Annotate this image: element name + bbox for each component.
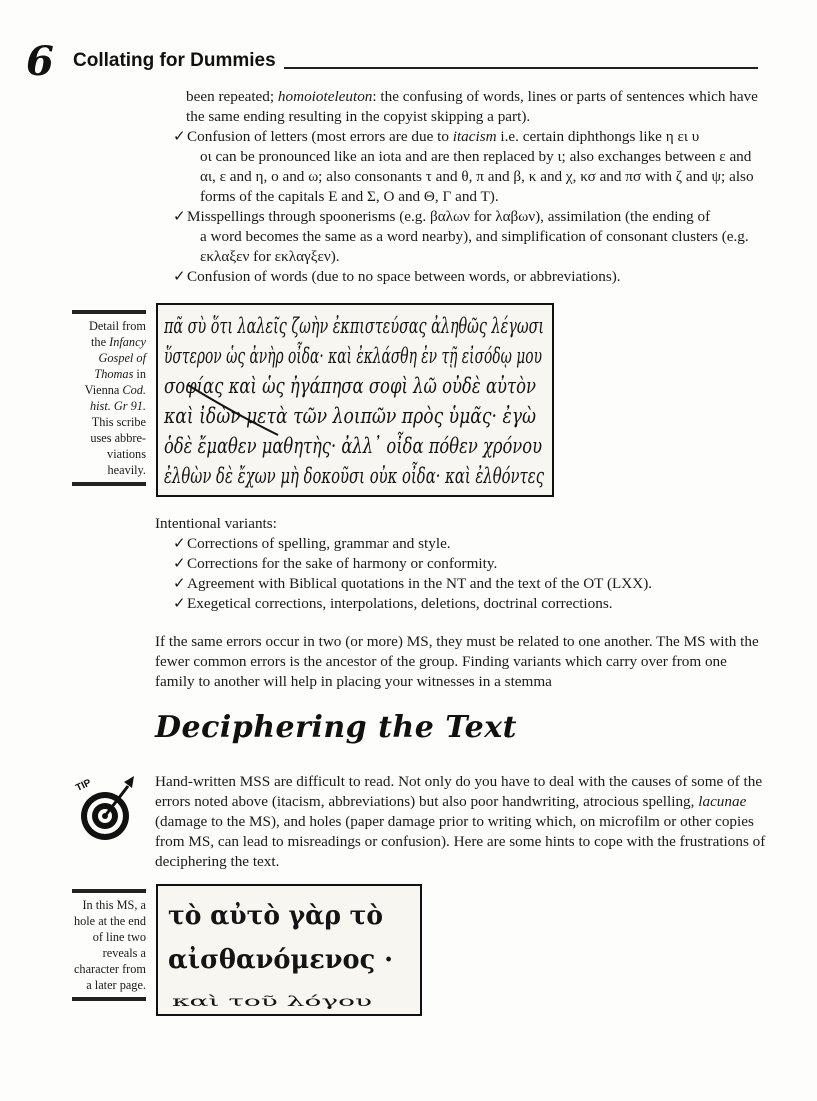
variants-heading: Intentional variants: [155, 515, 277, 532]
section-title: Deciphering the Text [155, 710, 517, 745]
check-icon: ✓ [173, 208, 186, 225]
intro-paragraph [186, 87, 766, 127]
ms-line: σοφίας καὶ ὡς ἠγάπησα σοφὶ λῶ οὐδὲ αὐτὸν [164, 374, 537, 398]
running-header [26, 38, 766, 86]
variants-list [173, 534, 763, 614]
item-term: itacism [452, 128, 497, 145]
list-item [173, 574, 763, 594]
stemma-paragraph: If the same errors occur in two (or more) MS, they must be related to one another. The MS with the fewer common errors is the ancestor of the group. Finding variants which carry over from one family to another will help in placing your witnesses in a stemma [155, 633, 759, 690]
item-text: Corrections of spelling, grammar and style. [187, 535, 451, 552]
item-text: Exegetical corrections, interpolations, deletions, doctrinal corrections. [187, 595, 613, 612]
caption-italic: Cod. hist. Gr 91. [89, 383, 146, 413]
error-list [173, 127, 766, 287]
intro-lead: been repeated; [186, 88, 278, 105]
hand-text: Hand-written MSS are difficult to read. Not only do you have to deal with the causes of some of the errors noted above (itacism, abbreviations) but also poor handwriting, atrocious spelling, [155, 773, 763, 810]
caption-italic: Infancy Gospel of Thomas [94, 335, 146, 381]
list-item [173, 554, 763, 574]
manuscript-image-infancy-gospel [156, 303, 739, 497]
item-continuation: a word becomes the same as a word nearby), and simplification of consonant clusters (e.g. εκλαξεν for εκλαγξεν). [200, 228, 749, 265]
ms-line: αἰσθανόμενος · [168, 945, 393, 975]
chapter-number: 6 [26, 38, 54, 85]
ms-line: καὶ ἰδὼν μετὰ τῶν λοιπῶν πρὸς ὑμᾶς· ἐγὼ [163, 404, 536, 428]
caption-text: Detail from the [88, 319, 146, 349]
hand-term: lacunae [698, 793, 747, 810]
intro-rest: : the confusing of words, lines or parts of sentences which have the same ending resulting in the copyist skipping a part). [186, 88, 758, 125]
manuscript-handwriting [158, 886, 420, 1014]
ms-line: καὶ τοῦ λόγου [172, 994, 272, 1010]
caption-text: in Vienna [84, 367, 146, 397]
check-icon: ✓ [173, 555, 186, 572]
manuscript-image-hole [156, 884, 422, 1016]
check-icon: ✓ [173, 535, 186, 552]
caption-hole: In this MS, a hole at the end of line two reveals a character from a later page. [72, 889, 146, 1001]
check-icon: ✓ [173, 268, 186, 285]
list-item [173, 207, 766, 267]
intro-term: homoioteleuton [277, 88, 373, 105]
item-text-b: i.e. certain diphthongs like η ει υ [496, 128, 700, 145]
list-item [173, 534, 763, 554]
hand-text-b: (damage to the MS), and holes (paper damage prior to writing which, on microfilm or other copies from MS, can lead to misreadings or confusion). Here are some hints to cope with the frustrations of deciphering the text. [155, 813, 766, 870]
ms-line: ὕστερον ὡς ἀνὴρ οἶδα· καὶ ἐκλάσθη ἐν τῇ εἰσόδῳ μου [164, 344, 739, 368]
header-rule [284, 67, 758, 69]
ms-line: ἐλθὼν δὲ ἔχων μὴ δοκοῦσι οὐκ οἶδα· καὶ ἐλθόντες [164, 464, 703, 488]
ms-line: ὁδὲ ἔμαθεν μαθητὴς· ἀλλ᾽ οἶδα πόθεν χρόνου [164, 434, 651, 458]
ms-line: πᾶ σὺ ὅτι λαλεῖς ζωὴν ἐκπιστεύσας ἀληθῶς λέγωσι [163, 314, 545, 338]
item-continuation: οι can be pronounced like an iota and are then replaced by ι; also exchanges between ε and αι, ε and η, ο and ω; also consonants τ and θ, π and β, κ and χ, κσ and πσ with ζ and ψ; also forms of the capitals E and Σ, O and Θ, Γ and T). [200, 148, 754, 205]
item-text: Confusion of words (due to no space between words, or abbreviations). [187, 268, 621, 285]
check-icon: ✓ [173, 575, 186, 592]
chapter-title: Collating for Dummies [73, 50, 276, 71]
caption-infancy-gospel [72, 310, 146, 486]
list-item [173, 267, 766, 287]
check-icon: ✓ [173, 128, 186, 145]
item-text: Misspellings through spoonerisms (e.g. βαλων for λαβων), assimilation (the ending of [187, 208, 711, 225]
check-icon: ✓ [173, 595, 186, 612]
tip-label: TIP [74, 777, 93, 794]
handwriting-paragraph [155, 772, 767, 872]
caption-text: This scribe uses abbre-viations heavily. [90, 415, 146, 477]
target-icon [72, 772, 138, 844]
item-text: Confusion of letters (most errors are due to [187, 128, 453, 145]
manuscript-handwriting [158, 305, 739, 495]
list-item [173, 127, 766, 207]
tip-target-icon [72, 772, 138, 844]
item-text: Corrections for the sake of harmony or conformity. [187, 555, 498, 572]
list-item [173, 594, 763, 614]
ms-line: τὸ αὐτὸ γὰρ τὸ [168, 901, 383, 931]
item-text: Agreement with Biblical quotations in the NT and the text of the OT (LXX). [187, 575, 653, 592]
